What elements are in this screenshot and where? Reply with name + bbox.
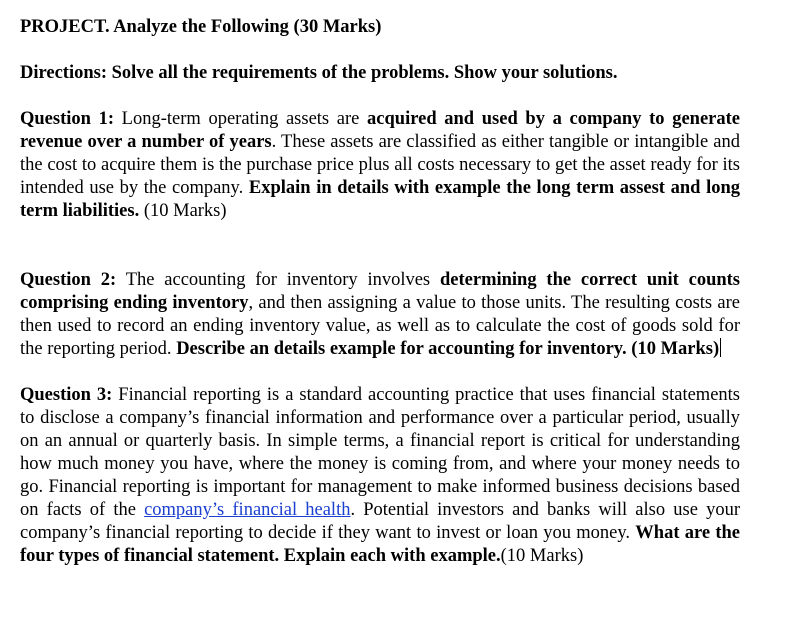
question-2-text-2: , and then assigning a value to those units. The resulting costs are then used to record an ending inventory value, as well as to calculate the cost of goods sold for the reporting period.: [20, 293, 740, 359]
question-3-label: Question 3:: [20, 385, 113, 405]
question-1-marks: (10 Marks): [139, 201, 227, 221]
question-2-label: Question 2:: [20, 270, 117, 290]
question-3-text-1: Financial reporting is a standard accounting practice that uses financial statements to disclose a company’s financial information and performance over a particular period, usually on an annual or quarterly basis. In simple terms, a financial report is critical for understanding how much money you have, where the money is coming from, and where your money needs to go. Financial reporting is important for management to make informed business decisions based on facts of the: [20, 385, 740, 520]
question-2-task: Describe an details example for accounting for inventory. (10 Marks): [176, 339, 720, 359]
question-1-task: Explain in details with example the long term assest and long term liabilities.: [20, 178, 740, 221]
question-3-marks: (10 Marks): [500, 546, 584, 566]
question-3-task: What are the four types of financial statement. Explain each with example.: [20, 523, 740, 566]
project-title: PROJECT. Analyze the Following (30 Marks): [20, 17, 382, 37]
company-financial-health-link[interactable]: company’s financial health: [144, 500, 351, 520]
question-1-text-2: . These assets are classified as either tangible or intangible and the cost to acquire them is the purchase price plus all costs necessary to get the asset ready for its intended use by the company.: [20, 132, 740, 198]
question-2: [20, 269, 740, 361]
question-2-bold-1: determining the correct unit counts comprising ending inventory: [20, 270, 741, 313]
directions-text: Directions: Solve all the requirements of the problems. Show your solutions.: [20, 63, 618, 83]
question-3-text-2: . Potential investors and banks will also use your company’s financial reporting to decide if they want to invest or loan you money.: [20, 500, 740, 543]
question-1-label: Question 1:: [20, 109, 115, 129]
question-3: [20, 384, 740, 568]
question-1-text-1: Long-term operating assets are: [114, 109, 368, 129]
document-body: [20, 16, 740, 568]
question-1: [20, 108, 740, 223]
question-1-bold-1: acquired and used by a company to generate revenue over a number of years: [20, 109, 740, 152]
question-2-text-1: The accounting for inventory involves: [116, 270, 440, 290]
text-cursor: [720, 338, 721, 357]
